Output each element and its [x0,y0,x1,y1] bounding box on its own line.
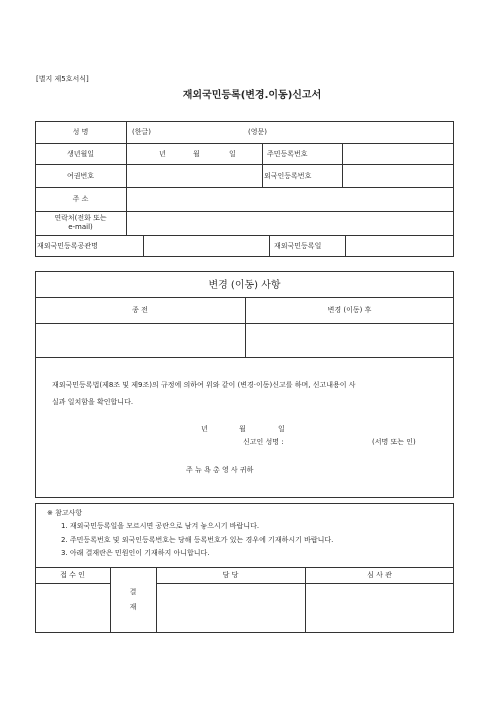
recipient-label: 주 뉴 욕 총 영 사 귀하 [186,466,254,474]
form-title: 재외국민등록(변경.이동)신고서 [182,90,322,101]
notes-heading: ※ 참고사항 [47,509,83,517]
note-item: 2. 주민등록번호 및 외국인등록번호는 당해 등록번호가 있는 경우에 기재하시기 바랍니다. [61,536,334,544]
foreign-registration-field[interactable] [343,165,453,186]
korean-name-field[interactable] [174,124,234,140]
approval-label-1: 결 [129,588,137,596]
birth-month-label: 월 [193,150,200,158]
resident-number-field[interactable] [343,144,453,163]
consulate-field[interactable] [144,236,268,256]
contact-field[interactable] [127,212,453,234]
staff-label: 담 당 [222,571,239,579]
reporter-name-label: 신고인 성명 : [243,438,284,446]
signature-label: (서명 또는 인) [372,438,416,446]
approval-label-2: 재 [129,603,137,611]
address-field[interactable] [127,188,453,210]
birth-day-label: 일 [229,150,236,158]
resident-number-label: 주민등록번호 [267,150,308,158]
before-change-label: 종 전 [132,306,148,314]
report-month-label: 월 [239,425,246,433]
registration-date-field[interactable] [346,236,453,256]
passport-number-label: 여권번호 [66,172,95,180]
consulate-label: 재외국민등록공관명 [37,242,98,250]
form-header-note: [별지 제5호서식] [36,75,89,83]
english-name-label: (영문) [248,128,267,136]
statement-line1: 재외국민등록법(제8조 및 제9조)의 규정에 의하여 위와 같이 (변경·이동)신고를 하며, 신고내용이 사 [52,381,356,389]
after-change-label: 변경 (이동) 후 [327,306,372,314]
birth-year-label: 년 [159,150,166,158]
registration-date-label: 재외국민등록일 [274,242,322,250]
passport-number-field[interactable] [127,165,261,186]
reporter-name-field[interactable] [300,435,368,448]
report-day-label: 일 [278,425,285,433]
birth-date-label: 생년월일 [66,150,95,158]
statement-line2: 실과 일치함을 확인합니다. [52,398,134,406]
receiver-label: 접 수 인 [60,571,85,579]
after-change-field[interactable] [246,324,453,356]
contact-label-line1: 연락처(전화 또는 [54,214,107,222]
before-change-field[interactable] [36,324,244,356]
reviewer-label: 심 사 관 [367,571,392,579]
address-label: 주 소 [72,195,89,203]
note-item: 1. 재외국민등록일을 모르시면 공란으로 남겨 놓으시기 바랍니다. [61,522,260,530]
korean-name-label: (한글) [132,128,151,136]
note-item: 3. 아래 결재란은 민원인이 기재하지 아니합니다. [61,549,210,557]
english-name-field[interactable] [290,124,440,140]
contact-label-line2: e-mail) [68,223,93,231]
change-heading: 변경 (이동) 사항 [208,280,281,291]
name-label: 성 명 [72,128,89,136]
report-year-label: 년 [201,425,208,433]
foreign-registration-label: 외국인등록번호 [264,172,312,180]
